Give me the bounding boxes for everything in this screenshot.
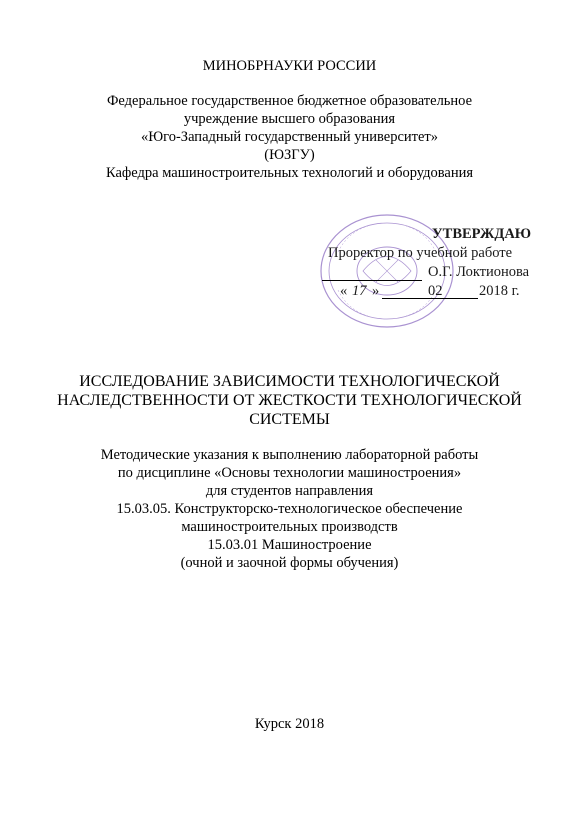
description-line-3: для студентов направления	[205, 483, 374, 499]
approval-name: О.Г. Локтионова	[428, 264, 530, 280]
approval-date-open-quote: «	[340, 283, 348, 299]
description-line-7: (очной и заочной формы обучения)	[180, 555, 399, 571]
document-title-line-2: НАСЛЕДСТВЕННОСТИ ОТ ЖЕСТКОСТИ ТЕХНОЛОГИЧЕСКОЙ	[57, 392, 522, 409]
university-name: «Юго-Западный государственный университет»	[140, 129, 439, 145]
approval-date-month: 02	[428, 283, 443, 299]
description-line-1: Методические указания к выполнению лабораторной работы	[100, 447, 479, 463]
description-line-5: машиностроительных производств	[181, 519, 398, 535]
approval-signature-line	[322, 280, 422, 281]
description-line-6: 15.03.01 Машиностроение	[207, 537, 372, 553]
university-abbr: (ЮЗГУ)	[264, 147, 315, 163]
approval-position: Проректор по учебной работе	[328, 245, 513, 261]
approval-date-line	[382, 298, 478, 299]
institution-line-2: учреждение высшего образования	[183, 111, 396, 127]
approval-date-day: 17	[352, 283, 367, 299]
department-name: Кафедра машиностроительных технологий и оборудования	[105, 165, 474, 181]
description-line-2: по дисциплине «Основы технологии машиностроения»	[117, 465, 462, 481]
institution-line-1: Федеральное государственное бюджетное образовательное	[106, 93, 473, 109]
document-title-line-3: СИСТЕМЫ	[249, 411, 330, 428]
document-title-line-1: ИССЛЕДОВАНИЕ ЗАВИСИМОСТИ ТЕХНОЛОГИЧЕСКОЙ	[79, 373, 500, 390]
city-year: Курск 2018	[254, 716, 325, 732]
approval-date-year: 2018 г.	[479, 283, 520, 299]
ministry-name: МИНОБРНАУКИ РОССИИ	[202, 58, 377, 74]
approval-date-close-quote: »	[372, 283, 380, 299]
approval-title: УТВЕРЖДАЮ	[432, 226, 532, 242]
description-line-4: 15.03.05. Конструкторско-технологическое обеспечение	[116, 501, 463, 517]
